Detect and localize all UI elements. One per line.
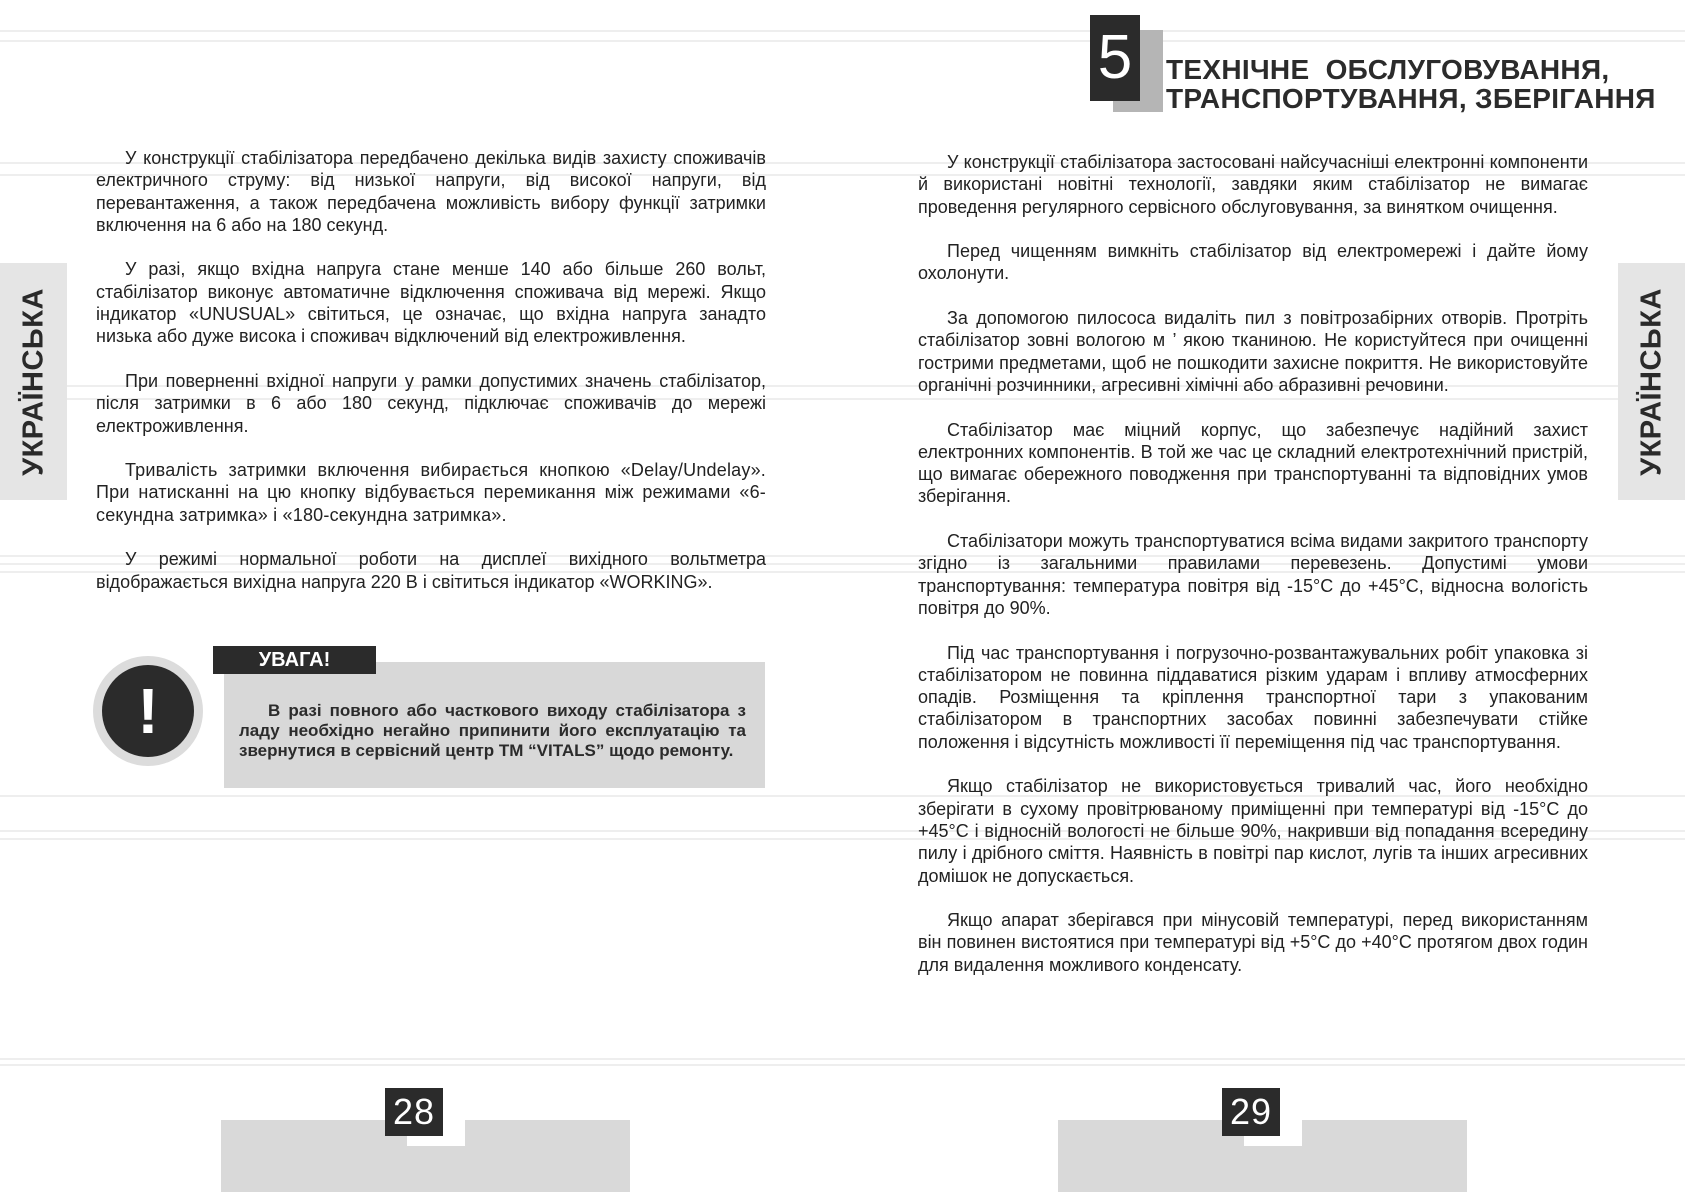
paragraph: У разі, якщо вхідна напруга стане менше 140 або більше 260 вольт, стабілізатор виконує автоматичне відключення споживача від мережі. Якщо індикатор «UNUSUAL» світиться, це означає, що вхідна напруга занадто низька або дуже висока і споживач відключений від електроживлення. bbox=[96, 259, 766, 347]
paragraph: У конструкції стабілізатора передбачено декілька видів захисту споживачів електричного струму: від низької напруги, від високої напруги, від перевантаження, а також передбачена можливість вибору функції затримки включення на 6 або на 180 секунд. bbox=[96, 148, 766, 235]
chapter-title-line2: ТРАНСПОРТУВАННЯ, ЗБЕРІГАННЯ bbox=[1166, 83, 1656, 114]
paragraph: Якщо апарат зберігався при мінусовій температурі, перед використанням він повинен вистоятися при температурі від +5°С до +40°С протягом двох годин для видалення можливого конденсату. bbox=[918, 910, 1588, 975]
warning-icon bbox=[93, 656, 203, 766]
paragraph: Перед чищенням вимкніть стабілізатор від електромережі і дайте йому охолонути. bbox=[918, 241, 1588, 284]
language-tab-left-label: УКРАЇНСЬКА bbox=[17, 287, 49, 476]
chapter-title-line1: ТЕХНІЧНЕ ОБСЛУГОВУВАННЯ, bbox=[1166, 54, 1610, 85]
language-tab-left bbox=[0, 263, 67, 500]
paragraph: Якщо стабілізатор не використовується тривалий час, його необхідно зберігати в сухому провітрюваному приміщенні при температурі від -15°С до +45°С і відносній вологості не більше 90%, накривши від попадання всередину пилу і дрібного сміття. Наявність в повітрі пар кислот, лугів та інших агресивних домішок не допускається. bbox=[918, 776, 1588, 886]
chapter-number: 5 bbox=[1090, 15, 1140, 101]
left-page-body bbox=[96, 147, 766, 615]
warning-text: В разі повного або часткового виходу стабілізатора з ладу необхідно негайно припинити його експлуатацію та звернутися в сервісний центр ТМ “VITALS” щодо ремонту. bbox=[239, 701, 746, 760]
paragraph: За допомогою пилососа видаліть пил з повітрозабірних отворів. Протріть стабілізатор зовні вологою м ’ якою тканиною. Не користуйтеся при очищенні гострими предметами, щоб не пошкодити захисне покриття. Не використовуйте органічні розчинники, агресивні хімічні або абразивні речовини. bbox=[918, 308, 1588, 395]
page-number-left: 28 bbox=[385, 1088, 443, 1136]
language-tab-right bbox=[1618, 263, 1685, 500]
right-page-body bbox=[918, 151, 1588, 998]
paragraph: У режимі нормальної роботи на дисплеї вихідного вольтметра відображається вихідна напруга 220 В і світиться індикатор «WORKING». bbox=[96, 549, 766, 592]
exclamation-icon: ! bbox=[102, 665, 194, 757]
paragraph: Стабілізатори можуть транспортуватися всіма видами закритого транспорту згідно із загальними правилами перевезень. Допустимі умови транспортування: температура повітря від -15°С до +45°С, відносна вологість повітря до 90%. bbox=[918, 531, 1588, 618]
paragraph: Під час транспортування і погрузочно-розвантажувальних робіт упаковка зі стабілізатором не повинна піддаватися різким ударам і впливу атмосферних опадів. Розміщення та кріплення транспортної тари з упакованим стабілізатором в транспортних засобах повинні забезпечувати стійке положення і відсутність можливості її переміщення під час транспортування. bbox=[918, 642, 1588, 752]
paragraph: При поверненні вхідної напруги у рамки допустимих значень стабілізатор, після затримки в 6 або 180 секунд, підключає споживачів до мережі електроживлення. bbox=[96, 370, 766, 436]
paragraph: Тривалість затримки включення вибирається кнопкою «Delay/Undelay». При натисканні на цю кнопку відбувається перемикання між режимами «6-секундна затримка» і «180-секундна затримка». bbox=[96, 460, 766, 525]
chapter-title bbox=[1166, 55, 1656, 113]
warning-box bbox=[224, 662, 765, 788]
warning-label: УВАГА! bbox=[213, 646, 376, 674]
page-number-right: 29 bbox=[1222, 1088, 1280, 1136]
paragraph: Стабілізатор має міцний корпус, що забезпечує надійний захист електронних компонентів. В той же час це складний електротехнічний пристрій, що вимагає обережного поводження при транспортуванні та відповідних умов зберігання. bbox=[918, 419, 1588, 507]
paragraph: У конструкції стабілізатора застосовані найсучасніші електронні компоненти й використані новітні технології, завдяки яким стабілізатор не вимагає проведення регулярного сервісного обслуговування, за винятком очищення. bbox=[918, 152, 1588, 217]
language-tab-right-label: УКРАЇНСЬКА bbox=[1635, 287, 1667, 476]
